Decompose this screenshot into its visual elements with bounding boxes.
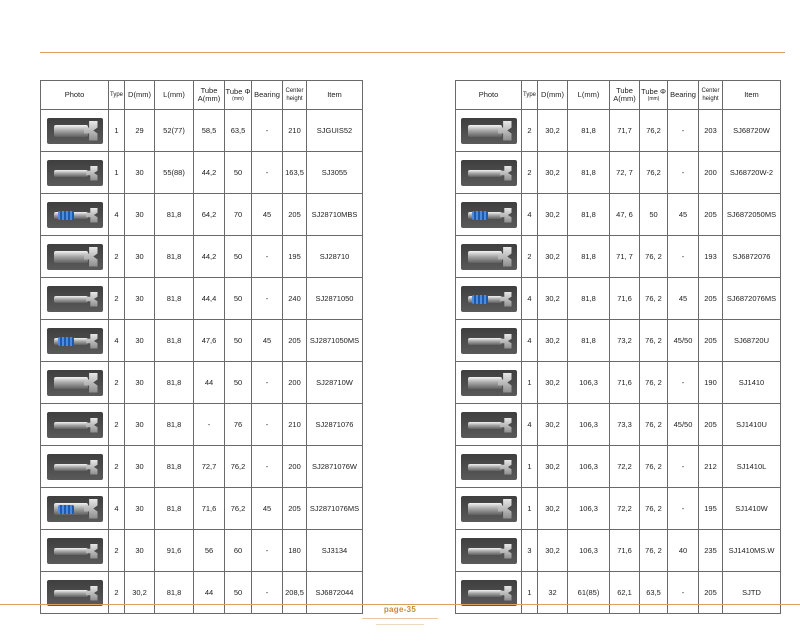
item-cell: SJ6872044 — [307, 572, 363, 614]
shaft-photo — [461, 328, 517, 354]
bearing-cell: 45 — [252, 320, 283, 362]
type-cell: 1 — [522, 362, 538, 404]
shaft-photo — [47, 580, 103, 606]
center-height-cell: 190 — [699, 362, 723, 404]
d-cell: 30,2 — [538, 236, 568, 278]
tube-phi-cell: 50 — [225, 362, 252, 404]
table-row — [456, 278, 781, 320]
tube-a-cell: - — [194, 404, 225, 446]
shaft-photo — [47, 286, 103, 312]
page-number-underline — [362, 618, 438, 619]
type-cell: 4 — [522, 194, 538, 236]
item-cell: SJ3134 — [307, 530, 363, 572]
photo-cell — [41, 446, 109, 488]
table-row — [41, 320, 363, 362]
table-row — [41, 278, 363, 320]
center-height-cell: 193 — [699, 236, 723, 278]
d-cell: 30 — [125, 278, 155, 320]
col-tube-a: Tube A(mm) — [610, 81, 640, 110]
d-cell: 30 — [125, 446, 155, 488]
shaft-photo — [461, 118, 517, 144]
photo-cell — [456, 152, 522, 194]
tube-phi-cell: 76, 2 — [640, 488, 668, 530]
bearing-cell: - — [252, 362, 283, 404]
item-cell: SJ6872076MS — [723, 278, 781, 320]
tube-phi-cell: 76 — [225, 404, 252, 446]
tube-a-cell: 71,6 — [194, 488, 225, 530]
col-tube-phi: Tube Φ (mm) — [225, 81, 252, 110]
d-cell: 30,2 — [538, 320, 568, 362]
col-item: Item — [723, 81, 781, 110]
page-number-underline-short — [376, 624, 424, 625]
d-cell: 30,2 — [538, 278, 568, 320]
d-cell: 30,2 — [538, 194, 568, 236]
center-height-cell: 200 — [699, 152, 723, 194]
center-height-cell: 210 — [283, 110, 307, 152]
center-height-cell: 195 — [699, 488, 723, 530]
l-cell: 91,6 — [155, 530, 194, 572]
photo-cell — [456, 194, 522, 236]
item-cell: SJ1410W — [723, 488, 781, 530]
item-cell: SJ2871050 — [307, 278, 363, 320]
bearing-cell: 45/50 — [668, 404, 699, 446]
d-cell: 30,2 — [538, 362, 568, 404]
tube-a-cell: 44 — [194, 572, 225, 614]
tube-a-cell: 44 — [194, 362, 225, 404]
bearing-cell: - — [252, 236, 283, 278]
tube-phi-cell: 50 — [225, 152, 252, 194]
center-height-cell: 235 — [699, 530, 723, 572]
type-cell: 2 — [109, 572, 125, 614]
bearing-cell: - — [668, 152, 699, 194]
l-cell: 81,8 — [568, 320, 610, 362]
type-cell: 2 — [522, 152, 538, 194]
tube-phi-cell: 60 — [225, 530, 252, 572]
center-height-cell: 163,5 — [283, 152, 307, 194]
bearing-cell: 45 — [252, 194, 283, 236]
center-height-cell: 210 — [283, 404, 307, 446]
l-cell: 52(77) — [155, 110, 194, 152]
d-cell: 30,2 — [538, 404, 568, 446]
bearing-cell: - — [668, 446, 699, 488]
tube-phi-cell: 76, 2 — [640, 530, 668, 572]
col-tube-phi: Tube Φ (mm) — [640, 81, 668, 110]
table-row — [456, 152, 781, 194]
item-cell: SJ2871076MS — [307, 488, 363, 530]
d-cell: 30 — [125, 194, 155, 236]
d-cell: 30,2 — [538, 446, 568, 488]
photo-cell — [456, 320, 522, 362]
center-height-cell: 203 — [699, 110, 723, 152]
type-cell: 2 — [522, 236, 538, 278]
item-cell: SJ68720U — [723, 320, 781, 362]
bearing-cell: - — [668, 362, 699, 404]
l-cell: 106,3 — [568, 404, 610, 446]
l-cell: 81,8 — [568, 278, 610, 320]
item-cell: SJ1410U — [723, 404, 781, 446]
shaft-photo — [461, 370, 517, 396]
table-row — [41, 404, 363, 446]
tube-a-cell: 71,6 — [610, 278, 640, 320]
center-height-cell: 205 — [699, 278, 723, 320]
photo-cell — [456, 488, 522, 530]
table-row — [41, 362, 363, 404]
shaft-photo — [47, 160, 103, 186]
type-cell: 2 — [109, 278, 125, 320]
d-cell: 30,2 — [125, 572, 155, 614]
tube-a-cell: 71,6 — [610, 530, 640, 572]
photo-cell — [456, 110, 522, 152]
bearing-cell: - — [252, 278, 283, 320]
type-cell: 2 — [109, 446, 125, 488]
photo-cell — [456, 530, 522, 572]
shaft-photo — [47, 412, 103, 438]
type-cell: 4 — [522, 278, 538, 320]
photo-cell — [456, 362, 522, 404]
tube-phi-cell: 63,5 — [225, 110, 252, 152]
type-cell: 2 — [109, 236, 125, 278]
col-l: L(mm) — [155, 81, 194, 110]
l-cell: 81,8 — [155, 278, 194, 320]
l-cell: 81,8 — [155, 572, 194, 614]
d-cell: 30 — [125, 320, 155, 362]
tube-a-cell: 71,7 — [610, 110, 640, 152]
d-cell: 32 — [538, 572, 568, 614]
splined-shaft-photo — [461, 286, 517, 312]
table-row — [456, 446, 781, 488]
photo-cell — [41, 404, 109, 446]
tube-a-cell: 73,2 — [610, 320, 640, 362]
bearing-cell: 45 — [252, 488, 283, 530]
table-row — [456, 110, 781, 152]
tube-a-cell: 64,2 — [194, 194, 225, 236]
col-center-height: Center height — [283, 81, 307, 110]
spec-table-left — [40, 80, 363, 614]
tube-phi-cell: 50 — [225, 236, 252, 278]
splined-shaft-photo — [47, 202, 103, 228]
table-row — [456, 236, 781, 278]
item-cell: SJ28710 — [307, 236, 363, 278]
table-row — [456, 488, 781, 530]
center-height-cell: 200 — [283, 446, 307, 488]
d-cell: 30 — [125, 362, 155, 404]
bearing-cell: - — [668, 110, 699, 152]
table-row — [456, 362, 781, 404]
d-cell: 30 — [125, 530, 155, 572]
shaft-photo — [47, 118, 103, 144]
tube-a-cell: 72,2 — [610, 446, 640, 488]
tube-phi-cell: 76,2 — [640, 152, 668, 194]
center-height-cell: 205 — [699, 320, 723, 362]
splined-shaft-photo — [47, 328, 103, 354]
photo-cell — [456, 446, 522, 488]
tube-a-cell: 72,7 — [194, 446, 225, 488]
table-header-row — [41, 81, 363, 110]
col-type: Type — [109, 81, 125, 110]
table-row — [41, 572, 363, 614]
col-center-height: Center height — [699, 81, 723, 110]
type-cell: 3 — [522, 530, 538, 572]
table-row — [456, 530, 781, 572]
shaft-photo — [47, 244, 103, 270]
tube-phi-cell: 76,2 — [225, 488, 252, 530]
photo-cell — [41, 362, 109, 404]
shaft-photo — [461, 454, 517, 480]
bearing-cell: - — [252, 530, 283, 572]
center-height-cell: 180 — [283, 530, 307, 572]
l-cell: 81,8 — [155, 194, 194, 236]
center-height-cell: 212 — [699, 446, 723, 488]
l-cell: 81,8 — [155, 446, 194, 488]
tube-a-cell: 56 — [194, 530, 225, 572]
d-cell: 30 — [125, 404, 155, 446]
l-cell: 81,8 — [568, 194, 610, 236]
shaft-photo — [461, 538, 517, 564]
photo-cell — [456, 404, 522, 446]
bearing-cell: - — [668, 572, 699, 614]
photo-cell — [456, 572, 522, 614]
d-cell: 30,2 — [538, 152, 568, 194]
center-height-cell: 208,5 — [283, 572, 307, 614]
col-type: Type — [522, 81, 538, 110]
col-tube-a: Tube A(mm) — [194, 81, 225, 110]
page-number: page-35 — [383, 605, 417, 614]
type-cell: 4 — [109, 194, 125, 236]
tube-a-cell: 71,6 — [610, 362, 640, 404]
tube-phi-cell: 50 — [225, 572, 252, 614]
l-cell: 81,8 — [155, 404, 194, 446]
d-cell: 29 — [125, 110, 155, 152]
item-cell: SJ2871050MS — [307, 320, 363, 362]
l-cell: 106,3 — [568, 362, 610, 404]
l-cell: 81,8 — [155, 362, 194, 404]
photo-cell — [41, 110, 109, 152]
type-cell: 1 — [522, 572, 538, 614]
shaft-photo — [461, 580, 517, 606]
type-cell: 1 — [109, 152, 125, 194]
tube-a-cell: 62,1 — [610, 572, 640, 614]
center-height-cell: 205 — [699, 194, 723, 236]
photo-cell — [41, 194, 109, 236]
col-d: D(mm) — [125, 81, 155, 110]
shaft-photo — [461, 244, 517, 270]
l-cell: 81,8 — [155, 236, 194, 278]
type-cell: 2 — [109, 404, 125, 446]
d-cell: 30,2 — [538, 110, 568, 152]
tube-a-cell: 72, 7 — [610, 152, 640, 194]
l-cell: 81,8 — [568, 152, 610, 194]
photo-cell — [41, 530, 109, 572]
type-cell: 4 — [109, 488, 125, 530]
bearing-cell: - — [252, 572, 283, 614]
item-cell: SJ2871076 — [307, 404, 363, 446]
table-row — [41, 488, 363, 530]
col-item: Item — [307, 81, 363, 110]
tube-phi-cell: 76, 2 — [640, 446, 668, 488]
bearing-cell: - — [252, 152, 283, 194]
shaft-photo — [47, 370, 103, 396]
l-cell: 81,8 — [155, 320, 194, 362]
table-row — [41, 530, 363, 572]
splined-shaft-photo — [47, 496, 103, 522]
bearing-cell: - — [252, 110, 283, 152]
table-row — [41, 110, 363, 152]
type-cell: 2 — [109, 530, 125, 572]
center-height-cell: 205 — [283, 320, 307, 362]
item-cell: SJ6872076 — [723, 236, 781, 278]
item-cell: SJ28710MBS — [307, 194, 363, 236]
l-cell: 106,3 — [568, 488, 610, 530]
photo-cell — [456, 278, 522, 320]
type-cell: 1 — [522, 488, 538, 530]
type-cell: 4 — [522, 404, 538, 446]
tube-phi-cell: 76, 2 — [640, 404, 668, 446]
item-cell: SJ28710W — [307, 362, 363, 404]
table-row — [41, 152, 363, 194]
tube-a-cell: 71, 7 — [610, 236, 640, 278]
type-cell: 4 — [109, 320, 125, 362]
table-row — [456, 194, 781, 236]
tube-a-cell: 47,6 — [194, 320, 225, 362]
center-height-cell: 200 — [283, 362, 307, 404]
type-cell: 2 — [109, 362, 125, 404]
l-cell: 81,8 — [568, 236, 610, 278]
tube-phi-cell: 76, 2 — [640, 278, 668, 320]
l-cell: 106,3 — [568, 446, 610, 488]
photo-cell — [41, 572, 109, 614]
l-cell: 81,8 — [568, 110, 610, 152]
table-row — [41, 236, 363, 278]
col-d: D(mm) — [538, 81, 568, 110]
col-bearing: Bearing — [252, 81, 283, 110]
type-cell: 2 — [522, 110, 538, 152]
type-cell: 4 — [522, 320, 538, 362]
l-cell: 55(88) — [155, 152, 194, 194]
d-cell: 30,2 — [538, 488, 568, 530]
tube-phi-cell: 76, 2 — [640, 320, 668, 362]
bearing-cell: 45/50 — [668, 320, 699, 362]
item-cell: SJ2871076W — [307, 446, 363, 488]
tube-phi-cell: 76,2 — [640, 110, 668, 152]
tube-a-cell: 44,2 — [194, 236, 225, 278]
bearing-cell: 45 — [668, 194, 699, 236]
table-row — [456, 572, 781, 614]
l-cell: 61(85) — [568, 572, 610, 614]
tube-a-cell: 73,3 — [610, 404, 640, 446]
shaft-photo — [47, 538, 103, 564]
item-cell: SJTD — [723, 572, 781, 614]
tube-a-cell: 47, 6 — [610, 194, 640, 236]
item-cell: SJ68720W — [723, 110, 781, 152]
tube-a-cell: 44,2 — [194, 152, 225, 194]
item-cell: SJ6872050MS — [723, 194, 781, 236]
tube-phi-cell: 50 — [225, 278, 252, 320]
col-l: L(mm) — [568, 81, 610, 110]
item-cell: SJ1410MS.W — [723, 530, 781, 572]
l-cell: 106,3 — [568, 530, 610, 572]
bearing-cell: 45 — [668, 278, 699, 320]
spec-table-right — [455, 80, 781, 614]
photo-cell — [41, 152, 109, 194]
tube-phi-cell: 76, 2 — [640, 362, 668, 404]
photo-cell — [41, 236, 109, 278]
col-photo: Photo — [456, 81, 522, 110]
tube-phi-cell: 70 — [225, 194, 252, 236]
bearing-cell: 40 — [668, 530, 699, 572]
bearing-cell: - — [668, 488, 699, 530]
center-height-cell: 205 — [699, 404, 723, 446]
table-header-row — [456, 81, 781, 110]
tube-phi-cell: 63,5 — [640, 572, 668, 614]
shaft-photo — [461, 496, 517, 522]
d-cell: 30,2 — [538, 530, 568, 572]
center-height-cell: 205 — [699, 572, 723, 614]
item-cell: SJ1410 — [723, 362, 781, 404]
bearing-cell: - — [252, 446, 283, 488]
tube-phi-cell: 76,2 — [225, 446, 252, 488]
item-cell: SJ1410L — [723, 446, 781, 488]
type-cell: 1 — [522, 446, 538, 488]
bearing-cell: - — [668, 236, 699, 278]
center-height-cell: 195 — [283, 236, 307, 278]
top-divider — [40, 52, 785, 53]
shaft-photo — [47, 454, 103, 480]
item-cell: SJ68720W-2 — [723, 152, 781, 194]
tube-a-cell: 58,5 — [194, 110, 225, 152]
d-cell: 30 — [125, 488, 155, 530]
col-photo: Photo — [41, 81, 109, 110]
table-row — [456, 404, 781, 446]
type-cell: 1 — [109, 110, 125, 152]
center-height-cell: 205 — [283, 488, 307, 530]
bearing-cell: - — [252, 404, 283, 446]
center-height-cell: 205 — [283, 194, 307, 236]
tube-a-cell: 72,2 — [610, 488, 640, 530]
photo-cell — [41, 320, 109, 362]
tube-a-cell: 44,4 — [194, 278, 225, 320]
table-row — [456, 320, 781, 362]
d-cell: 30 — [125, 152, 155, 194]
col-bearing: Bearing — [668, 81, 699, 110]
splined-shaft-photo — [461, 202, 517, 228]
photo-cell — [41, 488, 109, 530]
item-cell: SJGUIS52 — [307, 110, 363, 152]
l-cell: 81,8 — [155, 488, 194, 530]
tube-phi-cell: 50 — [225, 320, 252, 362]
item-cell: SJ3055 — [307, 152, 363, 194]
tube-phi-cell: 50 — [640, 194, 668, 236]
table-row — [41, 446, 363, 488]
photo-cell — [41, 278, 109, 320]
center-height-cell: 240 — [283, 278, 307, 320]
table-row — [41, 194, 363, 236]
tube-phi-cell: 76, 2 — [640, 236, 668, 278]
d-cell: 30 — [125, 236, 155, 278]
photo-cell — [456, 236, 522, 278]
shaft-photo — [461, 160, 517, 186]
shaft-photo — [461, 412, 517, 438]
